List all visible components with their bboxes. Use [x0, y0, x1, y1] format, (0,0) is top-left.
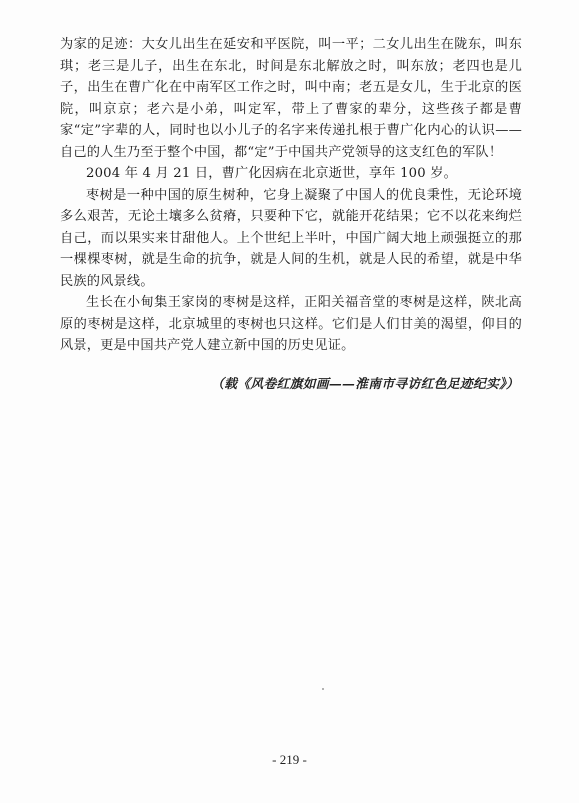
paragraph-children-names: 为家的足迹：大女儿出生在延安和平医院，叫一平；二女儿出生在陇东，叫东琪；老三是儿子，出生在东北，时间是东北解放之时，叫东放；老四也是儿子，出生在曹广化在中南军区工作之时，叫中南；老五是女儿，生于北京的医院，叫京京；老六是小弟，叫定军，带上了曹家的辈分，这些孩子都是曹家“定”字辈的人，同时也以小儿子的名字来传递扎根于曹广化内心的认识——自己的人生乃至于整个中国，都“定”于中国共产党领导的这支红色的军队！: [60, 37, 522, 160]
paragraph-death-date: 2004 年 4 月 21 日，曹广化因病在北京逝世，享年 100 岁。: [86, 166, 458, 181]
page-number: - 219 -: [272, 752, 307, 767]
paragraph-jujube-tree: 枣树是一种中国的原生树种，它身上凝聚了中国人的优良秉性，无论环境多么艰苦，无论土壤多么贫瘠，只要种下它，就能开花结果；它不以花来绚烂自己，而以果实来甘甜他人。上个世纪上半叶，中国广阔大地上顽强挺立的那一棵棵枣树，就是生命的抗争，就是人间的生机，就是人民的希望，就是中华民族的风景线。: [60, 187, 522, 289]
body-text: [60, 34, 522, 357]
source-citation: （载《风卷红旗如画——淮南市寻访红色足迹纪实》）: [211, 377, 519, 392]
scan-speck: [322, 688, 324, 690]
paragraph-jujube-witness: 生长在小甸集王家岗的枣树是这样，正阳关福音堂的枣树是这样，陕北高原的枣树是这样，北京城里的枣树也只这样。它们是人们甘美的渴望，仰目的风景，更是中国共产党人建立新中国的历史见证。: [60, 295, 522, 353]
